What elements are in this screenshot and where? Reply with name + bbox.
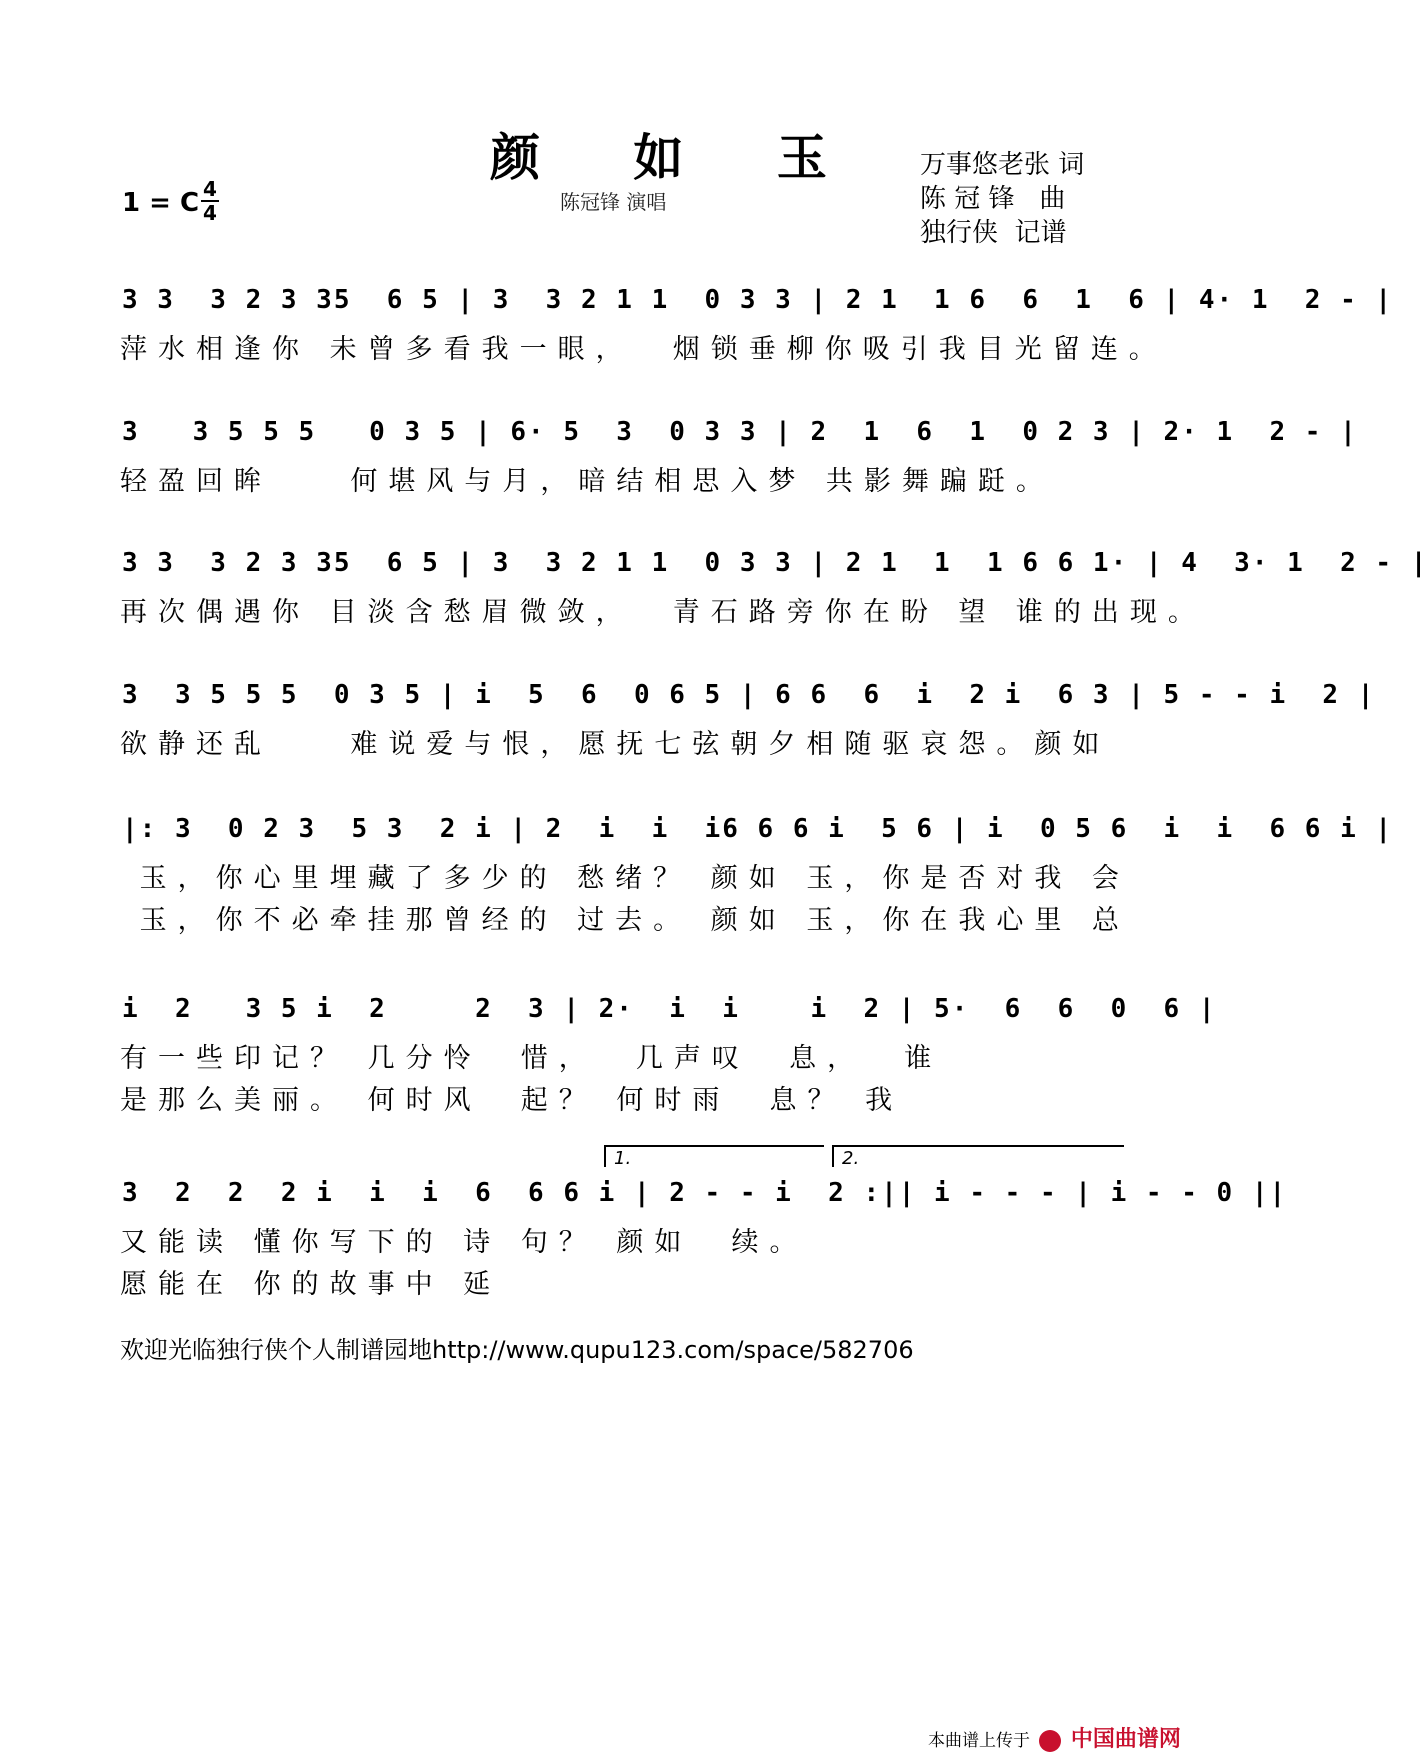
- page-title: 颜 如 玉: [490, 128, 865, 187]
- footer-note: 欢迎光临独行侠个人制谱园地http://www.qupu123.com/space/582706: [120, 1336, 914, 1364]
- lyric-line-verse-2: 愿能在 你的故事中 延: [120, 1269, 502, 1300]
- key-signature: 1 = C: [122, 188, 200, 218]
- lyric-line: 轻盈回眸 何堪风与月，暗结相思入梦 共影舞蹁跹。: [120, 466, 1054, 497]
- performer-credit: 陈冠锋 演唱: [560, 190, 667, 214]
- notation-line: i 2 3 5 i 2 2 3 | 2· i i i 2 | 5· 6 6 0 6 |: [122, 994, 1217, 1024]
- notation-line: 3 3 3 2 3 35 6 5 | 3 3 2 1 1 0 3 3 | 2 1 1 1 6 6 1· | 4 3· 1 2 - |: [122, 548, 1428, 578]
- lyric-line-verse-2: 是那么美丽。 何时风 起？ 何时雨 息？ 我: [120, 1085, 904, 1116]
- lyric-line: 再次偶遇你 目淡含愁眉微敛， 青石路旁你在盼 望 谁的出现。: [120, 597, 1206, 628]
- lyric-line-verse-1: 玉，你心里埋藏了多少的 愁绪？ 颜如 玉，你是否对我 会: [120, 863, 1130, 894]
- lyric-line-verse-2: 玉，你不必牵挂那曾经的 过去。 颜如 玉，你在我心里 总: [120, 905, 1130, 936]
- second-ending-label: 2.: [842, 1148, 860, 1169]
- composer-credit: 陈 冠 锋 曲: [920, 184, 1066, 214]
- lyricist-credit: 万事悠老张 词: [920, 150, 1085, 180]
- brand-logo-icon: [1039, 1730, 1061, 1752]
- lyric-line-verse-1: 有一些印记？ 几分怜 惜， 几声叹 息， 谁: [120, 1043, 943, 1074]
- site-brand: [928, 1722, 1181, 1753]
- author-credits: [920, 148, 1084, 250]
- meter-bottom: 4: [203, 201, 217, 225]
- first-ending-label: 1.: [614, 1148, 632, 1169]
- meter-top: 4: [201, 178, 219, 202]
- lyric-line: 欲静还乱 难说爱与恨，愿抚七弦朝夕相随驱哀怨。颜如: [120, 729, 1111, 760]
- brand-name: 中国曲谱网: [1070, 1727, 1181, 1752]
- lyric-line-verse-1: 又能读 懂你写下的 诗 句？ 颜如 续。: [120, 1227, 808, 1258]
- transcriber-credit: 独行侠 记谱: [920, 218, 1067, 248]
- lyric-line: 萍水相逢你 未曾多看我一眼， 烟锁垂柳你吸引我目光留连。: [120, 334, 1167, 365]
- brand-prefix: 本曲谱上传于: [928, 1731, 1030, 1751]
- first-ending-bracket-left: [604, 1145, 606, 1167]
- notation-line: |: 3 0 2 3 5 3 2 i | 2 i i i6 6 6 i 5 6 | i 0 5 6 i i 6 6 i |: [122, 814, 1394, 844]
- notation-line: 3 2 2 2 i i i 6 6 6 i | 2 - - i 2 :|| i - - - | i - - 0 ||: [122, 1178, 1288, 1208]
- notation-line: 3 3 5 5 5 0 3 5 | 6· 5 3 0 3 3 | 2 1 6 1 0 2 3 | 2· 1 2 - |: [122, 417, 1358, 447]
- second-ending-bracket-left: [832, 1145, 834, 1167]
- second-ending-bracket: [832, 1145, 1124, 1147]
- time-signature: [201, 178, 219, 224]
- notation-line: 3 3 5 5 5 0 3 5 | i 5 6 0 6 5 | 6 6 6 i 2 i 6 3 | 5 - - i 2 |: [122, 680, 1376, 710]
- notation-line: 3 3 3 2 3 35 6 5 | 3 3 2 1 1 0 3 3 | 2 1 1 6 6 1 6 | 4· 1 2 - |: [122, 285, 1394, 315]
- first-ending-bracket: [604, 1145, 824, 1147]
